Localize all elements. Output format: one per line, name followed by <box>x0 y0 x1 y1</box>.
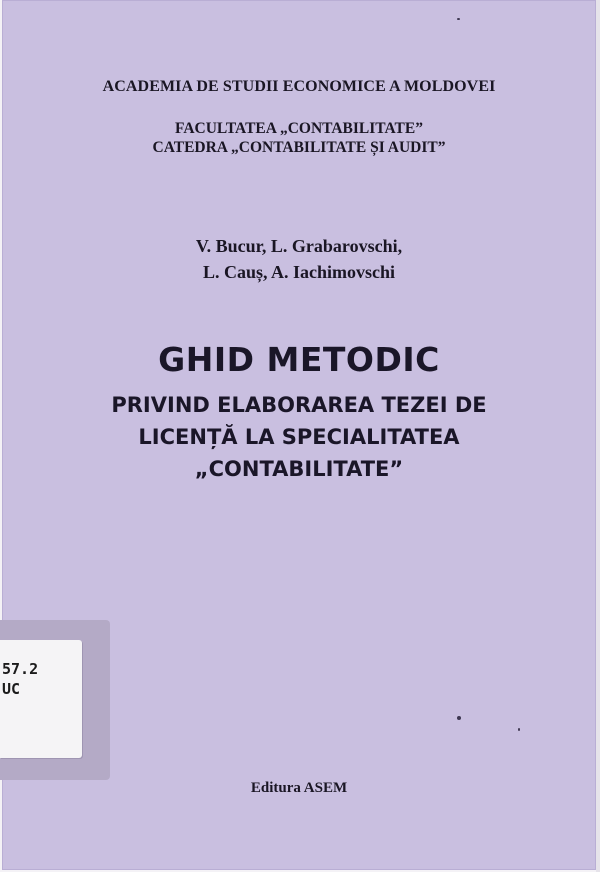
dust-speck <box>457 18 460 20</box>
institution-name: ACADEMIA DE STUDII ECONOMICE A MOLDOVEI <box>102 78 496 95</box>
dust-speck <box>518 728 520 731</box>
authors-line: L. Cauș, A. Iachimovschi <box>202 262 396 282</box>
library-label-sticker <box>0 640 82 758</box>
call-number-line: 57.2 <box>2 660 39 678</box>
book-title: GHID METODIC <box>158 340 440 379</box>
book-subtitle-line: LICENȚĂ LA SPECIALITATEA <box>138 425 460 449</box>
call-number-line: UC <box>2 680 21 698</box>
faculty-name: FACULTATEA „CONTABILITATE” <box>175 120 423 137</box>
dust-speck <box>457 716 461 720</box>
library-call-number-label <box>0 620 110 780</box>
book-subtitle-line: „CONTABILITATE” <box>194 457 404 481</box>
scan-edge <box>596 0 600 872</box>
authors-line: V. Bucur, L. Grabarovschi, <box>195 236 403 256</box>
publisher-name: Editura ASEM <box>250 780 348 796</box>
book-subtitle-line: PRIVIND ELABORAREA TEZEI DE <box>111 393 487 417</box>
department-name: CATEDRA „CONTABILITATE ȘI AUDIT” <box>152 139 446 156</box>
